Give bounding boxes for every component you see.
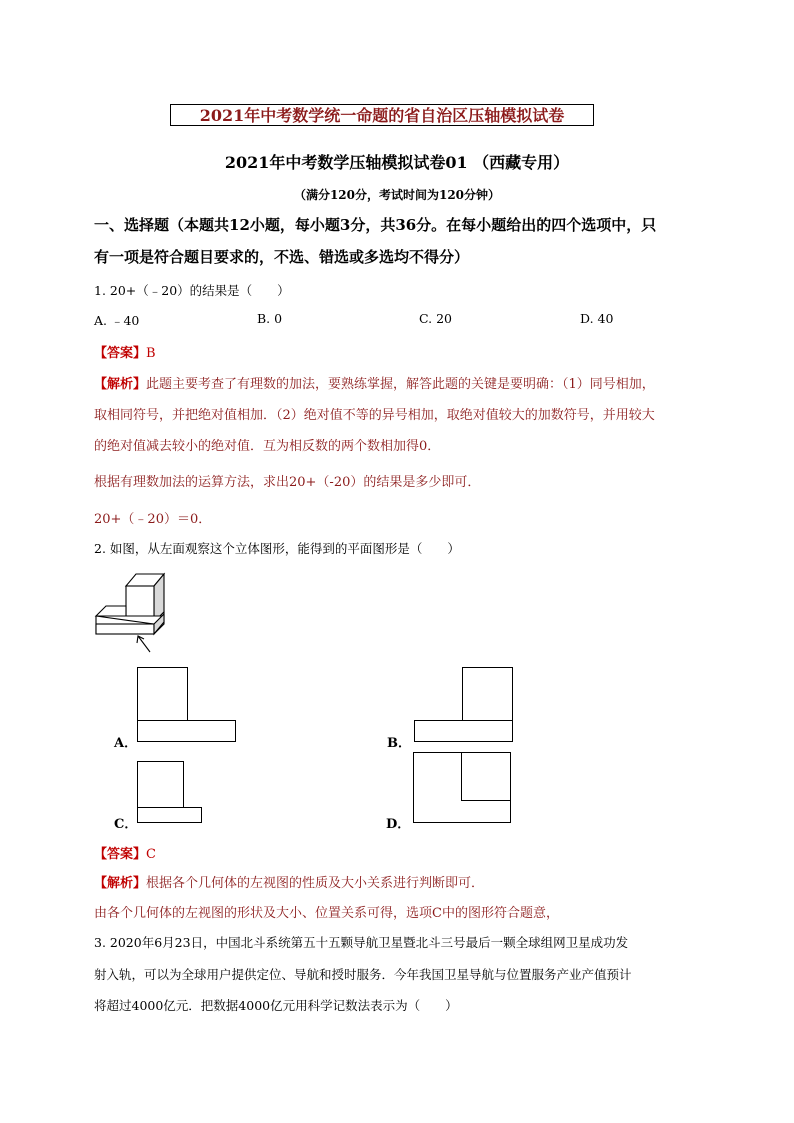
- option-c-top-square: [137, 761, 184, 808]
- exam-info: （满分120分，考试时间为120分钟）: [293, 188, 501, 202]
- answer-tag: 【答案】: [94, 847, 147, 862]
- option-d-inner-square: [461, 752, 511, 801]
- q2-answer: [94, 843, 156, 862]
- section-heading-line1: 一、选择题（本题共12小题，每小题3分，共36分。在每小题给出的四个选项中，只: [94, 216, 657, 234]
- option-b-bottom-slab: [414, 720, 513, 742]
- q1-analysis-line4: 根据有理数加法的运算方法，求出20+（-20）的结果是多少即可．: [94, 475, 481, 490]
- option-b-label: B．: [387, 736, 411, 751]
- question-2-stem: 2. 如图，从左面观察这个立体图形，能得到的平面图形是（ ）: [94, 541, 460, 556]
- q1-option-c: C. 20: [419, 311, 452, 326]
- q2-analysis-line2: 由各个几何体的左视图的形状及大小、位置关系可得，选项C中的图形符合题意，: [94, 906, 559, 921]
- option-a-label: A．: [114, 736, 138, 751]
- option-c-label: C．: [114, 817, 138, 832]
- analysis-tag: 【解析】: [94, 377, 147, 392]
- q1-option-d: D. 40: [580, 311, 614, 326]
- question-3-line1: 3. 2020年6月23日，中国北斗系统第五十五颗导航卫星暨北斗三号最后一颗全球组网卫星成功发: [94, 935, 629, 950]
- 3d-solid-figure: [92, 572, 174, 656]
- q1-analysis-line1: [94, 373, 655, 392]
- analysis-text: 根据各个几何体的左视图的性质及大小关系进行判断即可．: [146, 876, 485, 891]
- answer-value: B: [146, 346, 156, 361]
- analysis-text: 此题主要考查了有理数的加法，要熟练掌握，解答此题的关键是要明确：（1）同号相加，: [146, 377, 655, 392]
- q1-answer: [94, 342, 156, 361]
- question-1-stem: 1. 20+（﹣20）的结果是（ ）: [94, 283, 290, 298]
- answer-tag: 【答案】: [94, 346, 147, 361]
- option-d-label: D．: [386, 817, 411, 832]
- analysis-tag: 【解析】: [94, 876, 147, 891]
- q1-analysis-line5: 20+（﹣20）＝0．: [94, 512, 212, 527]
- q2-analysis-line1: [94, 872, 484, 891]
- option-b-top-square: [462, 667, 513, 721]
- option-a-top-square: [137, 667, 188, 721]
- page-title: 2021年中考数学压轴模拟试卷01 （西藏专用）: [224, 153, 570, 172]
- answer-value: C: [146, 847, 156, 862]
- q1-analysis-line3: 的绝对值减去较小的绝对值．互为相反数的两个数相加得0．: [94, 439, 441, 454]
- q1-analysis-line2: 取相同符号，并把绝对值相加．（2）绝对值不等的异号相加，取绝对值较大的加数符号，并用较大: [94, 408, 655, 423]
- question-3-line2: 射入轨，可以为全球用户提供定位、导航和授时服务．今年我国卫星导航与位置服务产业产值预计: [94, 967, 632, 982]
- option-a-bottom-slab: [137, 720, 236, 742]
- option-c-bottom-slab: [137, 807, 202, 823]
- q1-option-b: B. 0: [257, 311, 283, 326]
- exam-series-banner: 2021年中考数学统一命题的省自治区压轴模拟试卷: [170, 104, 594, 126]
- section-heading-line2: 有一项是符合题目要求的，不选、错选或多选均不得分）: [94, 248, 470, 266]
- question-3-line3: 将超过4000亿元．把数据4000亿元用科学记数法表示为（ ）: [94, 998, 458, 1013]
- q1-option-a: A. ﹣40: [94, 313, 140, 328]
